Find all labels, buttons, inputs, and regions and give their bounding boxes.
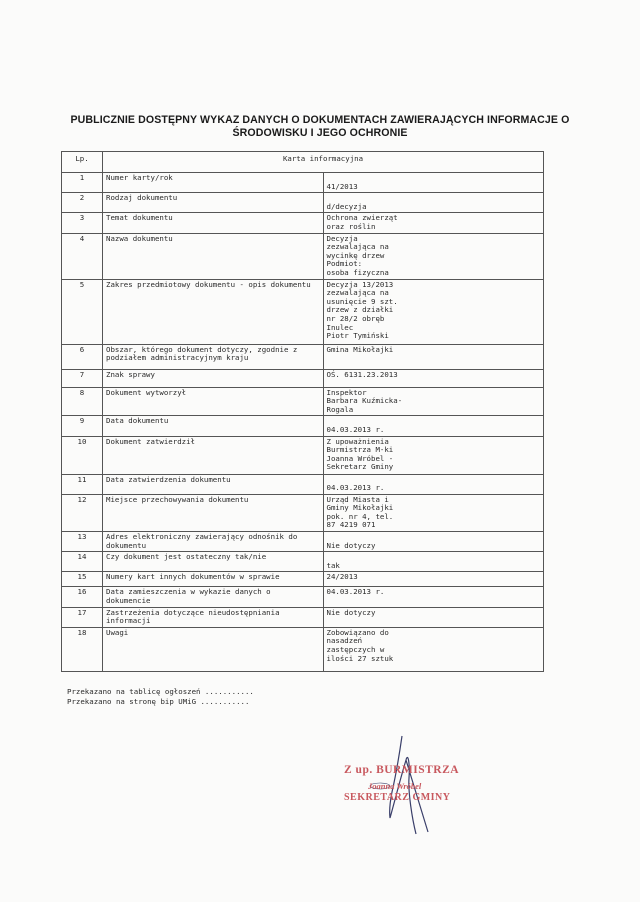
header-card-title: Karta informacyjna <box>103 152 544 173</box>
row-number: 1 <box>62 173 103 193</box>
table-row <box>62 436 544 474</box>
table-row <box>62 173 544 193</box>
row-number: 17 <box>62 607 103 627</box>
row-value-line: Urząd Miasta i <box>326 494 389 504</box>
row-value <box>323 233 544 279</box>
table-row <box>62 279 544 344</box>
row-number: 14 <box>62 552 103 572</box>
row-value <box>323 607 544 627</box>
row-value-line: usunięcie 9 szt. <box>326 296 398 306</box>
row-value-line: Joanna Wróbel - <box>326 453 394 463</box>
table-row <box>62 387 544 416</box>
header-lp: Lp. <box>62 152 103 173</box>
row-label: Temat dokumentu <box>103 213 324 233</box>
row-value-line: pok. nr 4, tel. <box>326 511 394 521</box>
title-line-1: PUBLICZNIE DOSTĘPNY WYKAZ DANYCH O DOKUMENTACH ZAWIERAJĄCYCH INFORMACJE O <box>70 114 570 126</box>
table-row <box>62 474 544 494</box>
row-number: 15 <box>62 572 103 587</box>
row-number: 7 <box>62 369 103 387</box>
row-label: Nazwa dokumentu <box>103 233 324 279</box>
row-value <box>323 387 544 416</box>
row-value-line: Nie dotyczy <box>326 540 376 550</box>
table-row <box>62 233 544 279</box>
row-number: 2 <box>62 193 103 213</box>
row-number: 11 <box>62 474 103 494</box>
row-number: 10 <box>62 436 103 474</box>
row-value-line: 04.03.2013 r. <box>326 424 385 434</box>
row-value <box>323 532 544 552</box>
row-label: Data zamieszczenia w wykazie danych o dokumencie <box>103 587 324 607</box>
table-row <box>62 416 544 436</box>
info-card-table <box>61 151 544 672</box>
table-row <box>62 572 544 587</box>
row-number: 3 <box>62 213 103 233</box>
row-value-line: Gmina Mikołajki <box>326 344 394 354</box>
row-value-line: Rogala <box>326 404 354 414</box>
row-value <box>323 587 544 607</box>
row-label: Numery kart innych dokumentów w sprawie <box>103 572 324 587</box>
table-row <box>62 587 544 607</box>
row-value-line <box>327 553 541 562</box>
row-value-line: wycinkę drzew <box>326 250 385 260</box>
row-number: 8 <box>62 387 103 416</box>
footer-line-2: Przekazano na stronę bip UMiG ........... <box>67 697 250 706</box>
row-value <box>323 279 544 344</box>
row-value-line: Podmiot: <box>326 259 363 269</box>
stamp-line-3: SEKRETARZ GMINY <box>344 792 451 803</box>
row-value-line: OŚ. 6131.23.2013 <box>326 369 398 379</box>
row-number: 5 <box>62 279 103 344</box>
row-label: Zakres przedmiotowy dokumentu - opis dokumentu <box>103 279 324 344</box>
table-row <box>62 552 544 572</box>
row-label: Dokument wytworzył <box>103 387 324 416</box>
row-value-line: Burmistrza M-ki <box>326 445 394 455</box>
row-value <box>323 344 544 369</box>
row-label: Uwagi <box>103 627 324 671</box>
table-row <box>62 627 544 671</box>
row-label: Numer karty/rok <box>103 173 324 193</box>
row-value-line: drzew z działki <box>326 305 394 315</box>
table-row <box>62 607 544 627</box>
row-number: 6 <box>62 344 103 369</box>
row-value <box>323 369 544 387</box>
row-value-line: oraz roślin <box>326 221 376 231</box>
row-value-line: 24/2013 <box>326 572 358 582</box>
official-stamp <box>340 730 510 840</box>
row-number: 9 <box>62 416 103 436</box>
stamp-line-2: Joanna Wróbel <box>368 781 422 791</box>
table-row <box>62 344 544 369</box>
row-value <box>323 552 544 572</box>
row-value-line: Barbara Kuźmicka- <box>326 396 403 406</box>
row-label: Data dokumentu <box>103 416 324 436</box>
row-value-line: Inulec <box>326 322 354 332</box>
row-label: Rodzaj dokumentu <box>103 193 324 213</box>
row-label: Znak sprawy <box>103 369 324 387</box>
row-value <box>323 572 544 587</box>
row-label: Dokument zatwierdził <box>103 436 324 474</box>
row-label: Zastrzeżenia dotyczące nieudostępniania informacji <box>103 607 324 627</box>
table-row <box>62 193 544 213</box>
row-value-line: zezwalająca na <box>326 242 389 252</box>
row-value-line <box>327 174 541 183</box>
row-value-line: 87 4219 071 <box>326 520 376 530</box>
row-value-line: Gminy Mikołajki <box>326 503 394 513</box>
document-title <box>40 114 600 140</box>
row-value <box>323 213 544 233</box>
row-label: Obszar, którego dokument dotyczy, zgodnie z podziałem administracyjnym kraju <box>103 344 324 369</box>
title-line-2: ŚRODOWISKU I JEGO OCHRONIE <box>232 127 408 139</box>
row-label: Miejsce przechowywania dokumentu <box>103 494 324 531</box>
row-value <box>323 436 544 474</box>
table-row <box>62 532 544 552</box>
row-value-line: ilości 27 sztuk <box>326 653 394 663</box>
footer-line-1: Przekazano na tablicę ogłoszeń ........... <box>67 687 254 696</box>
row-value-line: nasadzeń <box>326 636 363 646</box>
row-value-line: tak <box>326 560 340 570</box>
row-value <box>323 173 544 193</box>
row-number: 16 <box>62 587 103 607</box>
table-header-row <box>62 152 544 173</box>
footer-notes <box>67 687 254 707</box>
row-value-line: Sekretarz Gminy <box>326 462 394 472</box>
row-value-line: Zobowiązano do <box>326 627 389 637</box>
table-row <box>62 494 544 531</box>
row-number: 13 <box>62 532 103 552</box>
row-value-line: Nie dotyczy <box>326 607 376 617</box>
row-value-line: Inspektor <box>326 387 367 397</box>
row-value-line: Z upoważnienia <box>326 436 389 446</box>
row-value-line: osoba fizyczna <box>326 267 389 277</box>
table-row <box>62 213 544 233</box>
stamp-line-1: Z up. BURMISTRZA <box>344 764 460 776</box>
row-value-line: Decyzja 13/2013 <box>326 279 394 289</box>
row-value <box>323 474 544 494</box>
row-value-line: d/decyzja <box>326 201 367 211</box>
row-value-line: zezwalająca na <box>326 288 389 298</box>
row-value <box>323 193 544 213</box>
row-number: 18 <box>62 627 103 671</box>
row-value <box>323 416 544 436</box>
row-number: 4 <box>62 233 103 279</box>
row-value-line: Ochrona zwierząt <box>326 213 398 223</box>
row-value-line: Piotr Tymiński <box>326 331 389 341</box>
row-label: Czy dokument jest ostateczny tak/nie <box>103 552 324 572</box>
row-value-line: nr 28/2 obręb <box>326 313 385 323</box>
row-label: Adres elektroniczny zawierający odnośnik do dokumentu <box>103 532 324 552</box>
row-number: 12 <box>62 494 103 531</box>
row-value <box>323 627 544 671</box>
row-label: Data zatwierdzenia dokumentu <box>103 474 324 494</box>
row-value <box>323 494 544 531</box>
row-value-line: zastępczych w <box>326 645 385 654</box>
row-value-line: 41/2013 <box>326 181 358 191</box>
row-value-line: 04.03.2013 r. <box>326 483 385 493</box>
signature-mark <box>340 730 510 840</box>
row-value-line: Decyzja <box>326 233 358 243</box>
row-value-line: 04.03.2013 r. <box>326 587 385 597</box>
table-row <box>62 369 544 387</box>
